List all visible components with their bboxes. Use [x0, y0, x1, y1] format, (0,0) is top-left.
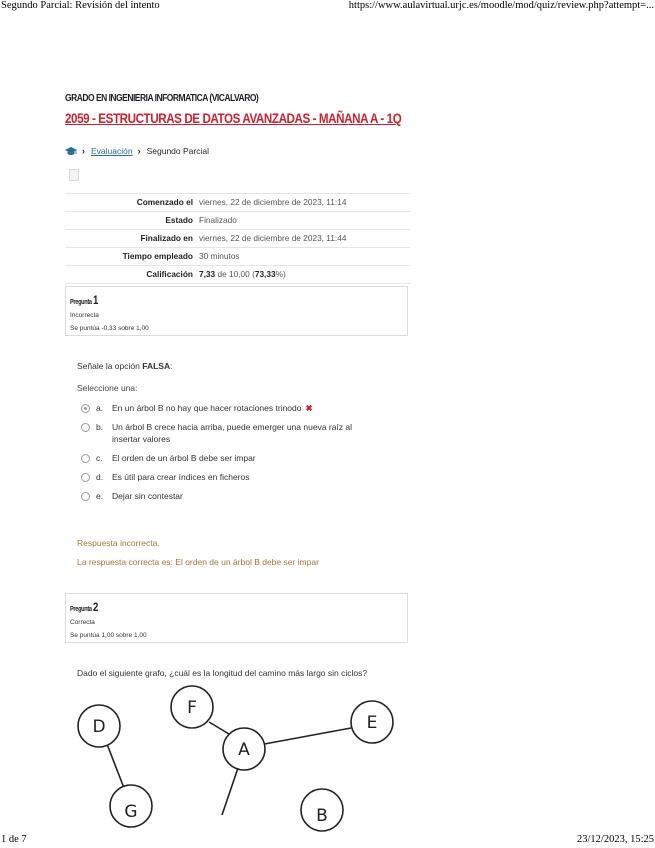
answer-text: Es útil para crear índices en ficheros	[112, 472, 250, 482]
page-number: 1 de 7	[1, 834, 27, 845]
answer-option-c[interactable]: c. El orden de un árbol B debe ser impar	[81, 452, 401, 464]
answer-text: El orden de un árbol B debe ser impar	[112, 453, 256, 463]
print-header	[0, 0, 655, 14]
question-grade: Se puntúa -0,33 sobre 1,00	[70, 325, 149, 332]
question-grade: Se puntúa 1,00 sobre 1,00	[70, 632, 147, 639]
breadcrumb-evaluacion-link[interactable]: Evaluación	[91, 146, 133, 156]
answer-option-d[interactable]: d. Es útil para crear índices en ficheros	[81, 471, 401, 483]
question-state: Correcta	[70, 619, 95, 626]
summary-label: Finalizado en	[140, 233, 193, 243]
question-1-feedback	[77, 538, 319, 576]
answer-option-e[interactable]: e. Dejar sin contestar	[81, 490, 401, 502]
course-title-link[interactable]: 2059 - ESTRUCTURAS DE DATOS AVANZADAS - MAÑANA A - 1Q	[65, 110, 402, 126]
summary-row	[65, 212, 410, 230]
answer-text: Dejar sin contestar	[112, 491, 183, 501]
summary-value: 30 minutos	[199, 251, 240, 261]
question-2-text: Dado el siguiente grafo, ¿cuál es la longitud del camino más largo sin ciclos?	[77, 668, 368, 678]
radio-unselected[interactable]	[81, 454, 90, 463]
grade-value: 7,33	[199, 269, 216, 279]
radio-unselected[interactable]	[81, 473, 90, 482]
summary-row	[65, 266, 410, 284]
page-content	[65, 93, 410, 279]
chevron-right-icon: ›	[82, 146, 85, 156]
summary-row	[65, 248, 410, 266]
summary-label: Estado	[165, 215, 193, 225]
radio-unselected[interactable]	[81, 492, 90, 501]
summary-value: viernes, 22 de diciembre de 2023, 11:44	[199, 233, 347, 243]
chevron-right-icon: ›	[137, 146, 141, 156]
question-1-text: Señale la opción FALSA:	[77, 361, 173, 371]
breadcrumb	[65, 146, 209, 156]
answer-text: En un árbol B no hay que hacer rotaciones trinodo ✖	[112, 403, 313, 413]
graph-node-b: B	[316, 806, 328, 826]
graph-node-g: G	[124, 802, 138, 822]
incorrect-x-icon: ✖	[305, 403, 313, 413]
feedback-correct-answer: La respuesta correcta es: El orden de un árbol B debe ser impar	[77, 557, 319, 567]
document-icon	[69, 169, 79, 181]
graph-node-f: F	[187, 698, 197, 718]
question-2-info	[65, 593, 408, 643]
print-page-title: Segundo Parcial: Revisión del intento	[1, 0, 160, 11]
summary-row	[65, 230, 410, 248]
feedback-result: Respuesta incorrecta.	[77, 538, 160, 548]
graduation-cap-icon[interactable]	[65, 147, 77, 156]
summary-value: viernes, 22 de diciembre de 2023, 11:14	[199, 197, 347, 207]
summary-label: Calificación	[146, 269, 193, 279]
summary-row	[65, 194, 410, 212]
summary-label: Tiempo empleado	[122, 251, 193, 261]
summary-label: Comenzado el	[136, 197, 193, 207]
course-category: GRADO EN INGENIERIA INFORMATICA (VICALVARO)	[65, 93, 259, 104]
radio-selected[interactable]	[81, 404, 90, 413]
answer-option-a[interactable]: a. En un árbol B no hay que hacer rotaciones trinodo ✖	[81, 402, 401, 414]
question-2-graph-image	[60, 682, 420, 826]
graph-node-e: E	[366, 713, 378, 733]
print-footer	[0, 834, 655, 848]
attempt-summary-table	[65, 193, 410, 284]
grade-percent: 73,33	[254, 269, 276, 279]
radio-unselected[interactable]	[81, 423, 90, 432]
question-number: Pregunta 1	[70, 293, 98, 307]
print-page-url: https://www.aulavirtual.urjc.es/moodle/mod/quiz/review.php?attempt=...	[348, 0, 654, 11]
question-state: Incorrecta	[70, 312, 99, 319]
answer-text: Un árbol B crece hacia arriba, puede emerger una nueva raíz al insertar valores	[112, 422, 353, 444]
question-1-answers	[81, 402, 401, 509]
print-datetime: 23/12/2023, 15:25	[576, 834, 654, 845]
question-1-info	[65, 286, 408, 336]
graph-node-d: D	[92, 717, 106, 737]
answer-option-b[interactable]: b. Un árbol B crece hacia arriba, puede emerger una nueva raíz al insertar valores	[81, 421, 401, 445]
question-1-prompt: Seleccione una:	[77, 383, 138, 393]
breadcrumb-current: Segundo Parcial	[146, 146, 209, 156]
question-number: Pregunta 2	[70, 600, 98, 614]
summary-value: Finalizado	[199, 215, 237, 225]
graph-node-a: A	[238, 740, 250, 760]
summary-value: 7,33 de 10,00 (73,33%)	[199, 269, 286, 279]
